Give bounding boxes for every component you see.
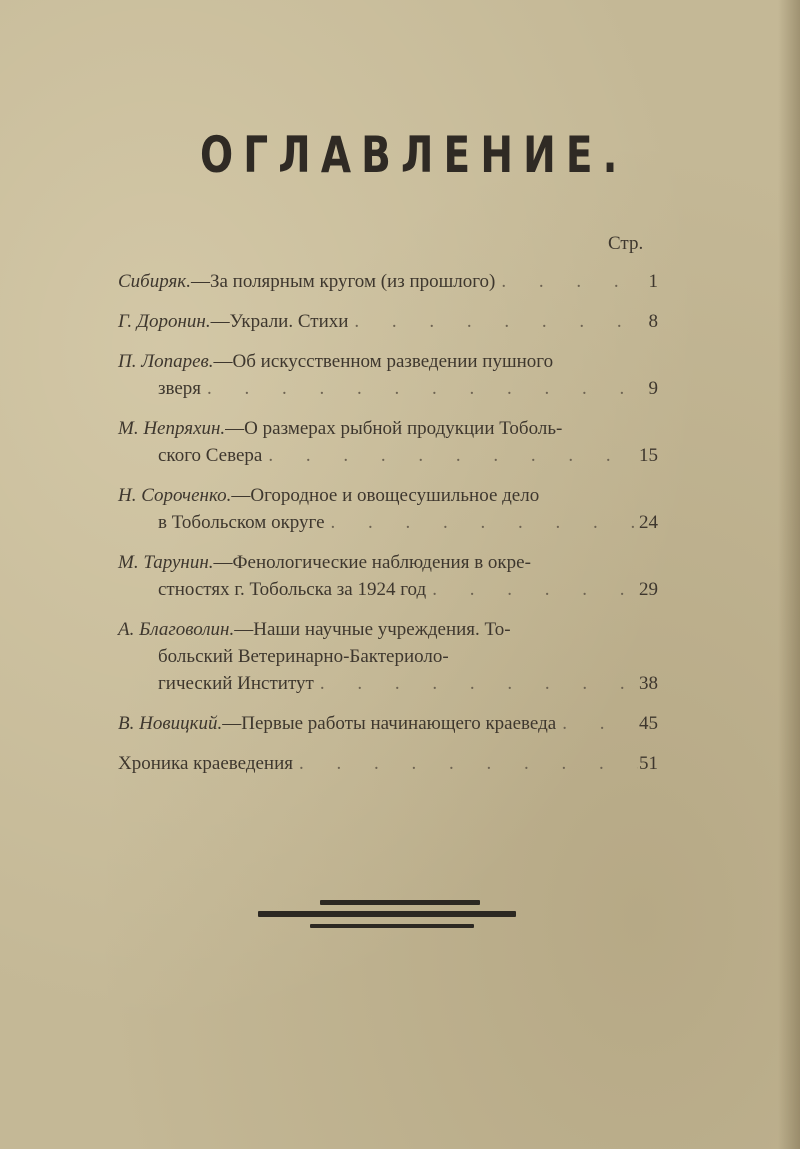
toc-title-line: О размерах рыбной продукции Тоболь- [244,418,563,439]
ornament-rule-middle [258,911,516,917]
toc-page-number: 51 [639,753,658,774]
page-edge-shadow [778,0,800,1149]
toc-title-line: Наши научные учреждения. То- [253,619,511,640]
dot-leader [426,576,638,603]
toc-author: В. Новицкий. [118,713,223,734]
ornament-rule-bottom [310,924,474,928]
toc-author: Н. Сороченко. [118,485,232,506]
dot-leader [348,308,638,335]
toc-separator: — [231,485,251,506]
toc-author: П. Лопарев. [118,351,214,372]
dot-leader [262,442,638,469]
toc-author: М. Непряхин. [118,418,226,439]
toc-page-number: 9 [648,378,658,399]
toc-title-line: зверя [158,378,202,399]
toc-title-line: За полярным кругом (из прошлого) [209,271,496,292]
toc-title-line: стностях г. Тобольска за 1924 год [158,579,427,600]
dot-leader [495,268,638,295]
toc-entry[interactable] [118,710,658,737]
toc-separator: — [222,713,242,734]
toc-entry[interactable] [118,750,658,777]
table-of-contents [118,268,658,790]
toc-title-line: в Тобольском округе [158,512,325,533]
toc-entry[interactable] [118,616,658,697]
toc-separator: — [225,418,245,439]
toc-title-line: Огородное и овощесушильное дело [250,485,540,506]
ornament-rule-top [320,900,480,905]
toc-title-line: гический Институт [158,673,314,694]
toc-separator: — [190,271,210,292]
dot-leader [314,670,638,697]
toc-separator: — [213,552,233,573]
toc-entry[interactable] [118,268,658,295]
dot-leader [556,710,638,737]
toc-page-number: 1 [648,271,658,292]
page-title: ОГЛАВЛЕНИЕ. [200,126,628,184]
toc-page-number: 38 [639,673,658,694]
toc-page-number: 24 [639,512,658,533]
toc-author: А. Благоволин. [118,619,235,640]
toc-page-number: 29 [639,579,658,600]
toc-separator: — [213,351,233,372]
toc-entry[interactable] [118,348,658,402]
toc-page-number: 45 [639,713,658,734]
toc-page-number: 15 [639,445,658,466]
toc-entry[interactable] [118,549,658,603]
toc-title-line: Украли. Стихи [229,311,349,332]
toc-title-line: ского Севера [158,445,263,466]
page-column-label: Стр. [608,233,644,254]
toc-title-line: Фенологические наблюдения в окре- [232,552,531,573]
toc-title-line: Хроника краеведения [118,753,293,774]
dot-leader [293,750,638,777]
dot-leader [201,375,638,402]
toc-title-line: Об искусственном разведении пушного [232,351,554,372]
toc-author: Г. Доронин. [118,311,211,332]
toc-author: Сибиряк. [118,271,191,292]
toc-entry[interactable] [118,482,658,536]
dot-leader [325,509,638,536]
toc-page-number: 8 [648,311,658,332]
toc-author: М. Тарунин. [118,552,214,573]
toc-entry[interactable] [118,415,658,469]
toc-separator: — [210,311,230,332]
toc-entry[interactable] [118,308,658,335]
toc-title-line: Первые работы начинающего краеведа [241,713,557,734]
toc-title-line: больский Ветеринарно-Бактериоло- [158,646,449,667]
toc-separator: — [234,619,254,640]
